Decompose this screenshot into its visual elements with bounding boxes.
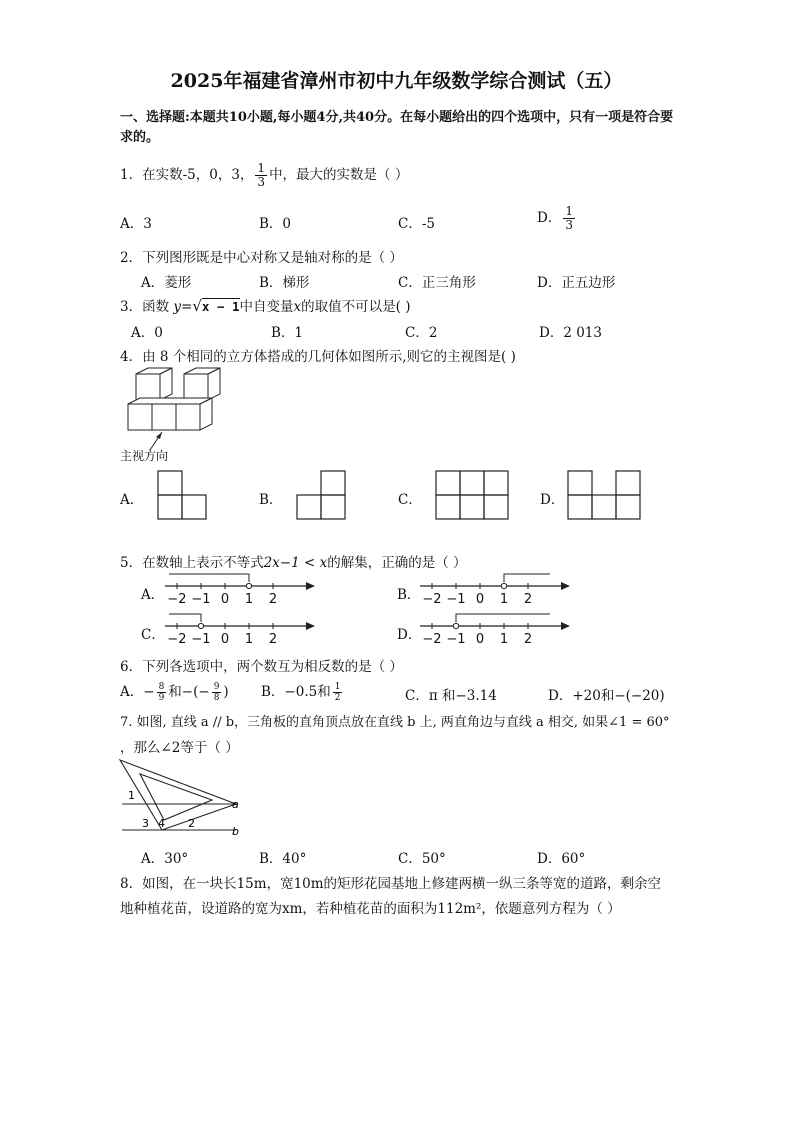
q6-a-frac1 [157,682,167,703]
q2-option-c: C．正三角形 [398,275,476,291]
view-direction-label: 主视方向 [120,449,169,463]
q1-text-a: 1．在实数-5，0，3， [120,167,254,183]
q7-triangle-figure [118,758,248,840]
q7-label-4: 4 [158,817,165,830]
q4-view-c [435,470,511,520]
q6-a-frac2 [212,682,222,703]
question-7-stem-line2: ，那么∠2等于（ ） [120,740,239,756]
tick-label: −2 [167,592,187,607]
tick-label: 0 [220,632,230,647]
page-title: 2025年福建省漳州市初中九年级数学综合测试（五） [170,70,623,92]
tick-label: 0 [475,592,485,607]
q6-b-d: 2 [334,693,341,703]
q7-option-d: D．60° [537,851,586,867]
tick-label: −1 [191,592,211,607]
q7-label-1: 1 [128,789,135,802]
q5-text-b: 的解集，正确的是（ ） [327,555,467,571]
q3-option-d: D．2 013 [539,325,602,341]
tick-label: 2 [523,632,533,647]
q5-number-line-a [165,572,315,608]
q1-option-d-fraction [563,205,575,232]
q7-label-2: 2 [188,817,195,830]
q6-a-d2: 8 [213,693,220,703]
q1-option-d-label: D． [537,210,562,226]
tick-label: 1 [499,632,509,647]
tick-label: 2 [268,592,278,607]
q1-option-a: A．3 [120,216,152,232]
q2-option-b: B．梯形 [259,275,310,291]
q4-option-c: C． [398,492,422,508]
q7-option-c: C．50° [398,851,446,867]
question-2-stem: 2．下列图形既是中心对称又是轴对称的是（ ） [120,250,403,266]
q3-text-a: 3．函数 [120,299,170,315]
q5-text-a: 5．在数轴上表示不等式 [120,555,264,571]
q5-option-a: A． [141,587,165,603]
q3-formula-eq: = [181,299,193,315]
q3-option-b: B．1 [271,325,304,341]
q2-option-d: D．正五边形 [537,275,616,291]
q1-option-b: B．0 [259,216,292,232]
q6-a-mid: 和−(− [168,684,210,700]
q4-view-a [157,470,209,520]
tick-label: −2 [422,592,442,607]
tick-label: −2 [422,632,442,647]
q5-number-line-b [420,572,570,608]
q5-number-line-c [165,612,315,648]
question-5-stem [120,551,467,571]
q3-text-b: 中自变量 [239,299,294,315]
tick-label: 1 [244,632,254,647]
q6-a-d1: 9 [158,693,165,703]
q6-a-n2: 9 [213,682,220,692]
tick-label: 2 [268,632,278,647]
question-4-stem: 4．由 8 个相同的立方体搭成的几何体如图所示,则它的主视图是( ) [120,349,516,365]
tick-label: 2 [523,592,533,607]
question-6-stem: 6．下列各选项中，两个数互为相反数的是（ ） [120,659,403,675]
q1-text-b: 中，最大的实数是（ ） [269,167,409,183]
tick-label: 0 [220,592,230,607]
q7-option-b: B．40° [259,851,307,867]
q6-b-n: 1 [334,682,341,692]
q7-label-a: a [232,798,239,811]
q4-option-b: B． [259,492,283,508]
tick-label: 0 [475,632,485,647]
q3-option-a: A．0 [131,325,163,341]
tick-label: 1 [244,592,254,607]
tick-label: −1 [446,592,466,607]
q4-view-d [567,470,643,520]
q4-option-d: D． [540,492,565,508]
q6-option-a [120,680,229,703]
q1-fraction [255,162,267,189]
q5-number-line-d [420,612,570,648]
q6-b-pre: −0.5和 [284,684,331,700]
open-point [501,583,506,588]
q1-frac-den: 3 [257,175,266,189]
q7-label-3: 3 [142,817,149,830]
q1-option-d [537,205,577,232]
question-1-stem [120,162,408,189]
question-8-line2: 地种植花苗，设道路的宽为xm，若种植花苗的面积为112m²，依题意列方程为（ ） [120,901,621,917]
radical-sign-icon: √ [192,297,202,315]
q6-b-label: B． [261,684,285,700]
q6-a-n1: 8 [158,682,165,692]
q3-var: x [293,299,302,315]
q1-option-c: C．-5 [398,216,435,232]
question-8-line1: 8．如图，在一块长15m，宽10m的矩形花园基地上修建两横一纵三条等宽的道路，剩余空 [120,876,662,892]
q6-option-b [261,680,344,703]
q3-text-c: 的取值不可以是( ) [301,299,411,315]
open-point [453,623,458,628]
question-3-stem [120,295,411,315]
tick-label: −2 [167,632,187,647]
q7-label-b: b [232,825,239,838]
section-heading: 一、选择题:本题共10小题,每小题4分,共40分。在每小题给出的四个选项中，只有一项是符合要求的。 [120,110,674,145]
q1-d-num: 1 [565,204,573,218]
q5-option-d: D． [397,627,422,643]
question-7-stem-line1: 7. 如图, 直线 a // b，三角板的直角顶点放在直线 b 上, 两直角边与直线 a 相交, 如果∠1 = 60° [120,715,670,730]
q5-option-b: B． [397,587,421,603]
q6-a-post: ) [223,684,229,700]
q4-option-a: A． [120,492,144,508]
q1-frac-num: 1 [257,161,266,175]
q3-radicand: x − 1 [201,299,240,314]
q4-view-b [296,470,348,520]
q6-option-c: C．π 和−3.14 [405,688,497,704]
q1-d-den: 3 [565,218,573,232]
q7-option-a: A．30° [141,851,189,867]
q5-option-c: C． [141,627,165,643]
q3-formula-y: y [173,299,182,315]
open-point [198,623,203,628]
q6-a-pre: − [143,684,155,700]
cube-solid-figure [118,366,228,438]
q6-b-frac [333,682,343,703]
tick-label: −1 [446,632,466,647]
q3-option-c: C．2 [405,325,438,341]
tick-label: 1 [499,592,509,607]
q5-inequality: 2x−1 < x [263,555,328,571]
q6-option-d: D．+20和−(−20) [548,688,665,704]
open-point [246,583,251,588]
q2-option-a: A．菱形 [141,275,192,291]
q6-a-label: A． [120,684,144,700]
tick-label: −1 [191,632,211,647]
